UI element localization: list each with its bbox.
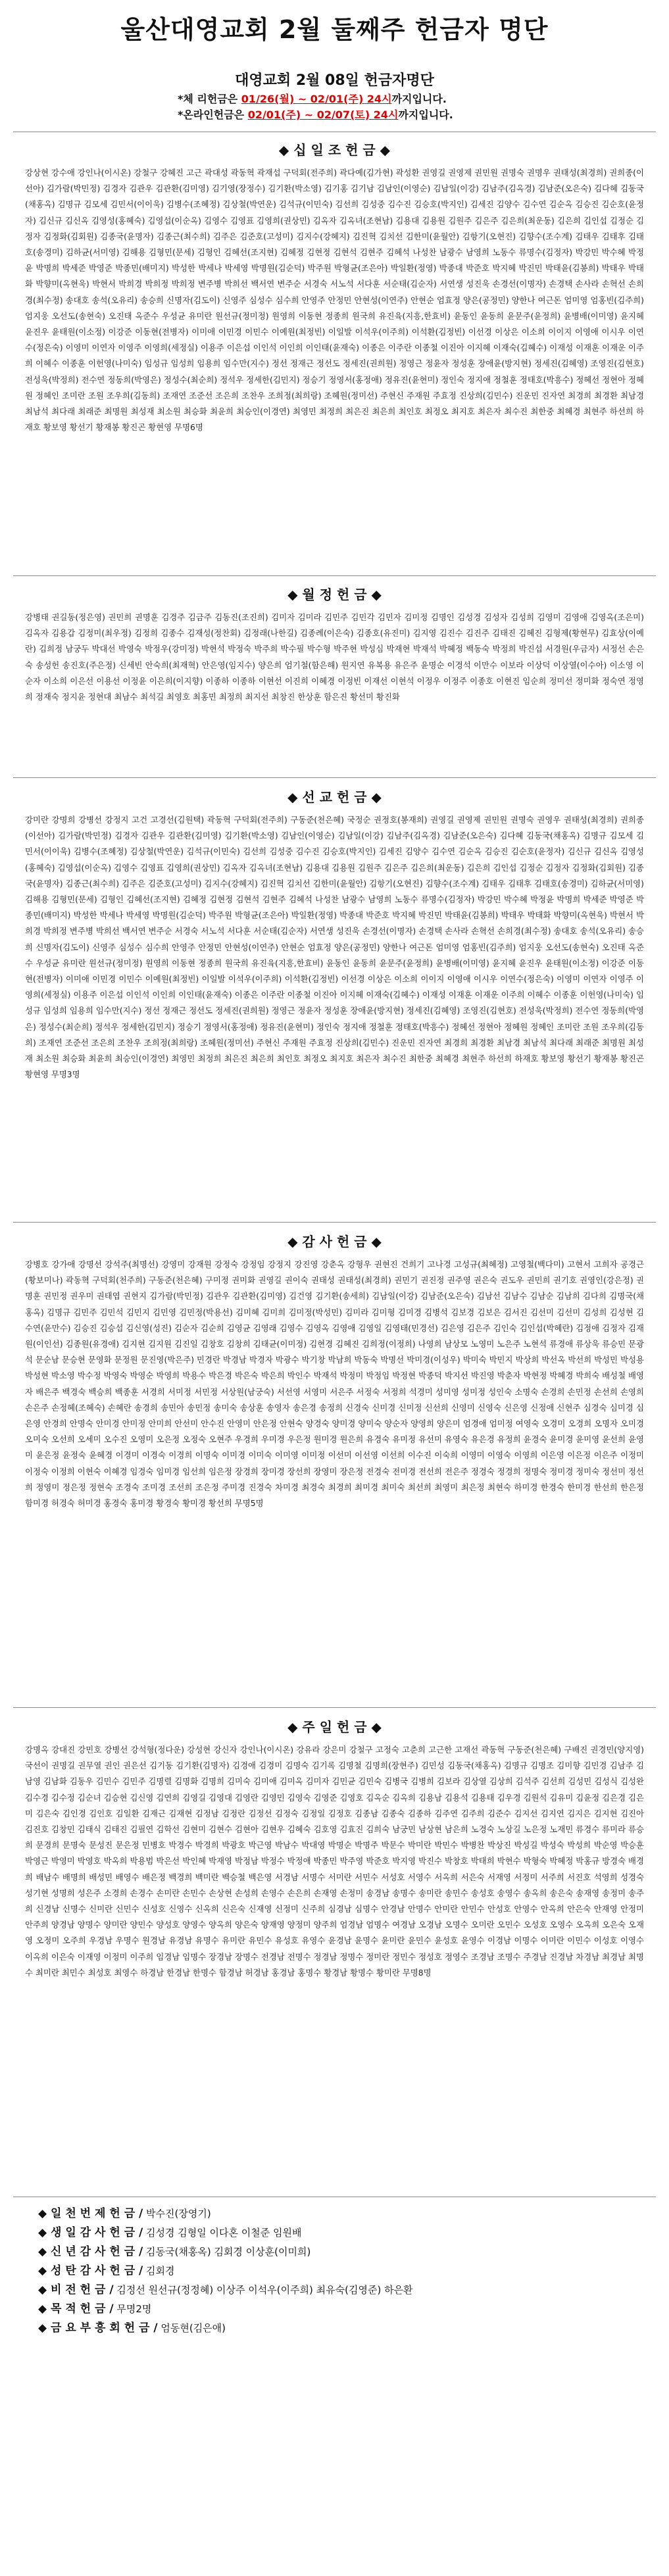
section-heading: ◆ 주 일 헌 금 ◆ bbox=[287, 1719, 382, 1735]
offering-names: 김성경 김형일 이다혼 이철준 임원배 bbox=[146, 2227, 302, 2239]
mission-offering-section bbox=[25, 787, 644, 1082]
misc-offering-row bbox=[38, 2262, 643, 2281]
misc-offering-row bbox=[38, 2243, 643, 2262]
offering-label: ◆ 성 탄 감 사 헌 금 / bbox=[38, 2264, 143, 2277]
list-subtitle: 대영교회 2월 08일 헌금자명단 bbox=[235, 72, 434, 89]
offering-label: ◆ 신 년 감 사 헌 금 / bbox=[38, 2245, 143, 2258]
offering-names: 김동국(채홍옥) 김회경 이상훈(이미희) bbox=[146, 2246, 311, 2258]
offering-names: 박수진(장영기) bbox=[146, 2208, 211, 2220]
offering-label: ◆ 금 요 부 흥 회 헌 금 / bbox=[38, 2321, 158, 2335]
offering-period-note bbox=[178, 91, 447, 106]
name-list: 강명옥 강대진 강민호 강병선 강석형(정다운) 강성현 강신자 강인나(이시온) 강유라 강은미 강철구 고정숙 고춘희 고근한 고재선 곽동혁 구동준(천은혜) 구배진 권경민(양지영) 국선이 권명길 권무열 권인 권은선 김기동 김기환(김명자) 김경애 김경미 김명숙 김기록 김명철 김명희(장현주) 김민성 김동국(채홍옥) 김명규 김명조 김미향 김민경 김남주 김남영 김남화 김동우 김민수 김민주 김명렬 김명화 김명희 김미숙 김미애 김미옥 김미자 김민균 김민숙 김병국 김병희 김보라 김상열 김상희 김석주 김선희 김성민 김성식 김성완 김수경 김수정 김순녀 김승현 김신영 김연희 김영길 김영대 김영란 김영민 김영숙 김영준 김영호 김옥순 김옥희 김용남 김용석 김용태 김우경 김원석 김유미 김윤정 김은경 김은미 김은숙 김인경 김인호 김일환 김재근 김재현 김정남 김정란 김정선 김정숙 김정일 김정호 김종남 김종숙 김종하 김주연 김주희 김준수 김지선 김지연 김지은 김지현 김진아 김진호 김창민 김태식 김태진 김필연 김학선 김현미 김현수 김현아 김현우 김혜숙 김호영 김효진 김희숙 남궁민 남상현 남은희 노경숙 노상길 노은정 노재민 류경수 류미라 류승희 문경희 문명숙 문성진 문은정 민병호 박경수 박경희 박광호 박근영 박남수 박대영 박명순 박명주 박문수 박미란 박민수 박병찬 박상진 박성길 박성숙 박성희 박순영 박승훈 박영근 박영미 박영호 박옥희 박용범 박은선 박인혜 박재영 박정남 박정수 박정애 박종민 박주영 박준호 박지영 박진수 박창호 박태희 박현수 박형숙 박혜정 박홍규 방경숙 배경희 배남수 배명희 배성민 배영수 배은정 백경희 백미란 백승철 백은영 서경남 서명수 서미란 서민수 서성호 서영수 서옥희 서은숙 서재영 서정미 서주희 서진호 석영희 성경숙 성기현 성명희 성은주 소경희 손경수 손미란 손민수 손상현 손성희 손영수 손은희 손재영 손정미 송경남 송명수 송미란 송민수 송성호 송영수 송옥희 송은숙 송재영 송정미 송주희 신경남 신명수 신미란 신민수 신성호 신영수 신옥희 신은숙 신재영 신정미 신주희 심경남 심명수 안경남 안명수 안미란 안민수 안성호 안영수 안옥희 안은숙 안재영 안정미 안주희 양경남 양명수 양미란 양민수 양성호 양영수 양옥희 양은숙 양재영 양정미 양주희 엄경남 엄명수 여경남 오경남 오명수 오미란 오민수 오성호 오영수 오옥희 오은숙 오재영 오정미 오주희 우경남 우명수 원경남 유경남 유명수 유미란 유민수 유성호 유영수 윤경남 윤명수 윤미란 윤민수 윤성호 윤영수 이경남 이명수 이미란 이민수 이성호 이영수 이옥희 이은숙 이재영 이정미 이주희 임경남 임명수 장경남 장명수 전경남 전명수 정경남 정명수 정미란 정민수 정성호 정영수 조경남 조명수 주경남 진경남 차경남 최경남 최명수 최미란 최민수 최성호 최영수 하경남 한경남 한명수 함경남 허경남 홍경남 홍명수 황경남 황명수 황미란 무명8명 bbox=[25, 1745, 644, 1978]
note-suffix: 까지입니다. bbox=[398, 109, 453, 121]
monthly-offering-section bbox=[25, 584, 644, 705]
misc-offering-row bbox=[38, 2204, 643, 2224]
offering-label: ◆ 일 천 번 제 헌 금 / bbox=[38, 2207, 143, 2220]
offering-names: 엄동현(김은애) bbox=[161, 2322, 226, 2334]
offering-names: 김회경 bbox=[146, 2265, 175, 2277]
note-prefix: *온라인헌금은 bbox=[178, 109, 248, 121]
divider bbox=[13, 1222, 656, 1223]
misc-offering-row bbox=[38, 2281, 643, 2300]
note-suffix: 까지입니다. bbox=[391, 93, 447, 105]
section-heading: ◆ 선 교 헌 금 ◆ bbox=[287, 789, 382, 805]
online-offering-note bbox=[178, 107, 453, 122]
divider bbox=[13, 575, 656, 576]
misc-offering-row bbox=[38, 2319, 643, 2338]
note-date-range: 01/26(월) ~ 02/01(주) 24시 bbox=[241, 93, 392, 105]
divider bbox=[13, 777, 656, 778]
offering-names: 김정선 원선규(정정혜) 이상주 이석우(이주희) 최유숙(김영준) 하은환 bbox=[116, 2284, 413, 2296]
section-heading: ◆ 감 사 헌 금 ◆ bbox=[287, 1234, 382, 1250]
name-list: 강병태 권길동(정은영) 권민희 권명훈 김경주 김금주 김동진(조진희) 김미자 김미라 김민주 김민각 김민자 김미정 김명인 김성경 김성자 김성희 김영미 김영애 김영옥(조은미) 김옥자 김용갑 김정미(최우정) 김정희 김종수 김재성(정찬회) 김정래(나한길) 김종례(이은숙) 김종호(유진미) 김지영 김진수 김진주 김태진 김혜진 김형제(황현무) 김효상(이예란) 김희정 남궁두 박대선 박영숙 박정우(강미정) 박현석 박정숙 박주희 박수필 박수형 박주현 박성심 박재현 박재석 박혜정 백동숙 박정희 박진섭 서경원(우금자) 서정선 손은숙 송성헌 송진호(주은정) 신세빈 안숙희(최재혁) 안은영(임지수) 양은희 엄기철(함은해) 원지연 유복용 유은주 윤명순 이경석 이만수 이보라 이상덕 이상열(이수아) 이소영 이순자 이소희 이은선 이용선 이정윤 이은희(이지향) 이종하 이종하 이현선 이진희 이혜경 이정빈 이재선 이현석 이정우 이정주 이종호 이현진 임순희 정미선 정미화 정숙연 정영희 정재숙 정지윤 정현대 최남수 최석길 최영호 최홍민 최정희 최지선 최창진 한상훈 함은진 황선미 황진화 bbox=[25, 612, 644, 702]
offering-label: ◆ 목 적 헌 금 / bbox=[38, 2302, 114, 2316]
thanksgiving-offering-section bbox=[25, 1231, 644, 1511]
misc-offering-row bbox=[38, 2224, 643, 2243]
section-heading: ◆ 십 일 조 헌 금 ◆ bbox=[278, 142, 391, 158]
name-list: 강병호 강가애 강명선 강석주(최명선) 강영미 강재원 강정숙 강정임 강정지 강진영 강춘옥 강형우 권현진 건희기 고나경 고성규(최혜정) 고영철(백다미) 고현서 고희자 공경근(황보미나) 곽동혁 구덕회(천주희) 구동준(천은혜) 구미정 권미화 권영길 권이숙 권태성 권태성(최경희) 권민기 권진정 권주영 권은숙 권도우 권민희 권기호 권영인(강은정) 권명훈 권민정 권우미 권태엽 권현지 김가람(박민정) 김관우 김관환(김미영) 김건영 김기환(송세희) 김남일(이강) 김남준(오은숙) 김남선 김남수 김남순 김남희 김다희 김명국(채홍옥) 김명규 김민주 김민석 김민지 김민영 김민정(박용선) 김미혜 김미희 김미정(박성민) 김미라 김미형 김미경 김병석 김보경 김보은 김서진 김선미 김선미 김성희 김성현 김수연(윤만수) 김승진 김승섭 김신영(성진) 김순자 김순희 김영균 김영래 김영수 김영옥 김영애 김영일 김영태(민경선) 김은영 김은주 김인숙 김인섭(박혜란) 김정애 김정자 김재원(이인선) 김종원(유경애) 김지현 김지원 김진일 김창호 김창희 김태균(이미정) 김현경 김혜진 김희정(이정희) 나영희 남상모 노영미 노은주 노현석 류경애 류상욱 류승민 문광석 문순남 문승현 문영화 문정원 문진영(박은주) 민경란 박경남 박경자 박광수 박기창 박남희 박동숙 박명선 박미경(이성우) 박미숙 박민지 박상희 박선옥 박선희 박성민 박성용 박성현 박소영 박수정 박영숙 박영순 박영희 박용수 박은경 박은숙 박은희 박인수 박재석 박정미 박정임 박정현 박종덕 박지선 박진영 박춘자 박현정 박혜경 박희숙 배성철 배영자 배은주 백경숙 백승희 백종훈 서경희 서미정 서민정 서상원(남궁숙) 서선영 서영미 서은주 서정숙 서정희 석경미 성미영 성미정 성인숙 소명숙 손경희 손민정 손선희 손영희 손은주 손정혜(조혜숙) 손혜란 송경희 송민아 송민정 송미숙 송상훈 송영자 송은경 송정희 신경숙 신미경 신미정 신선희 신영미 신영숙 신은영 신정애 신현주 심경숙 심미경 심은영 안경희 안명숙 안미경 안미정 안미희 안선미 안수진 안영미 안은정 안현숙 양경숙 양미경 양미숙 양순자 양영희 양은미 엄경애 엄미정 여영숙 오경미 오경희 오명자 오미경 오미숙 오선희 오세미 오수진 오영미 오은정 오정숙 오현주 우경희 우미경 우은정 원미경 원은희 유경숙 유미정 유선미 유영숙 유은경 유정희 윤경숙 윤미경 윤미영 윤선희 윤영미 윤은정 윤정숙 윤혜경 이경미 이경숙 이경희 이명숙 이미경 이미숙 이미영 이미정 이선미 이선영 이선희 이수진 이숙희 이영미 이영숙 이영희 이은영 이은정 이은주 이정미 이정숙 이정희 이현숙 이혜경 임경숙 임미경 임선희 임은정 장경희 장미경 장선희 장영미 장은정 전경숙 전미경 전선희 전은주 정경숙 정경희 정명숙 정미경 정미숙 정선미 정선희 정영미 정은정 정현숙 조경숙 조미경 조선희 조은정 주미경 진경숙 차미경 최경숙 최경희 최미경 최미숙 최선희 최영미 최은정 최현숙 하미경 한경숙 한미경 한선희 한은정 함미경 허경숙 허미경 홍경숙 홍미경 황경숙 황미경 황선희 무명5명 bbox=[25, 1259, 645, 1509]
page-title: 울산대영교회 2월 둘째주 헌금자 명단 bbox=[120, 15, 549, 44]
tithe-section bbox=[25, 139, 644, 435]
note-prefix: *체 리헌금은 bbox=[178, 93, 241, 105]
section-heading: ◆ 월 정 헌 금 ◆ bbox=[287, 587, 382, 602]
divider bbox=[13, 1707, 656, 1708]
misc-offerings bbox=[38, 2204, 643, 2338]
offering-label: ◆ 생 일 감 사 헌 금 / bbox=[38, 2226, 143, 2239]
name-list: 강상현 강수애 강인나(이시온) 강철구 강혜진 고근 곽대성 곽동혁 곽재섭 구덕회(전주희) 곽다예(김가현) 곽성환 권영길 권영제 권민원 권명숙 권명우 권태성(최경희) 권희종(이선아) 김가람(박민정) 김경자 김관우 김관환(김미영) 김기영(장정수) 김기환(박소영) 김기홍 김기남 김남인(이영순) 김남일(이강) 김남주(김옥경) 김남준(오은숙) 김다혜 김동국(채홍옥) 김명규 김모세 김민서(이이욱) 김병수(조혜정) 김상철(박연운) 김석규(이민숙) 김선희 김성중 김수진 김승호(박지인) 김세진 김양수 김수연 김순옥 김승진 김순호(윤정자) 김신규 김신옥 김영성(홍혜숙) 김영섭(이순옥) 김영수 김영표 김영희(권상민) 김옥자 김옥녀(조현남) 김용대 김용원 김원주 김은주 김은희(최운동) 김은희 김인섭 김정순 김정자 김정화(김회원) 김종국(윤명자) 김종근(최수희) 김주은 김준호(고성미) 김지수(강혜지) 김진혁 김치선 김한미(윤월안) 김항기(오현진) 김향수(조수계) 김태우 김태후 김태호(송경미) 김하균(서미영) 김해용 김형민(문세) 김형인 김혜선(조지현) 김혜정 김현정 김현석 김현주 김혜석 나성찬 남광수 남영희 노동수 류명수(김정자) 박강민 박수혜 박정윤 박명희 박세준 박영준 박종민(배미지) 박성한 박세나 박세영 박명원(김순덕) 박주원 박형균(조은아) 박일환(정영) 박종대 박준호 박지혜 박진민 박태윤(김봉희) 박태우 박태화 박향미(옥현욱) 박현서 박희경 박희정 박희정 변주병 박희선 백서연 변주순 서경숙 서노석 서다훈 서순태(김순자) 서연생 성진욱 손경선(이명자) 손경택 손사라 손혁선 손희경(최수정) 송대호 송석(오유리) 송승희 신명자(김도이) 신영주 심성수 심수희 안영주 안정민 안현성(이연주) 안현순 엄효정 양은(공정민) 양한나 여근돈 엄미영 엄홍빈(김주희) 엄지웅 오선도(송현숙) 오진태 옥준수 우성균 유미란 원선규(정미정) 원영희 이동현 정종희 원국희 유진육(지흥,한효비) 윤동인 윤동희 윤문주(윤정희) 윤병배(이미영) 윤지혜 윤진우 윤태원(이소정) 이강준 이동현(전병자) 이미애 이민경 이민수 이예원(최정빈) 이일발 이석우(이주희) 이석환(김정빈) 이선경 이상은 이소희 이이지 이영애 이시우 이연수(정은숙) 이영미 이연자 이영주 이영희(세정실) 이용주 이은섭 이인석 이인희 이인태(윤재숙) 이종은 이주란 이종철 이진아 이지혜 이재숙(김혜수) 이재성 이재훈 이재운 이주희 이혜수 이종훈 이헌영(나미숙) 임성규 임성희 임용희 임수만(지수) 정선 정재근 정선도 정세진(권희원) 정영근 정윤자 정성훈 장애윤(방지현) 정세진(김혜영) 조영진(김현호) 전성욱(박정희) 전수연 정동희(박영은) 정성수(최순희) 정석우 정세한(김민지) 정승기 정영서(홍정애) 정유진(윤현미) 정인숙 정지애 정철훈 정태호(박흥수) 정혜선 정현아 정혜원 정혜인 조미란 조원 조우희(김동희) 조재연 조준선 조은희 조찬우 조희정(최희랑) 조혜원(정미선) 주현신 주재원 주효정 진상희(김민수) 진운민 진자연 최경희 최경환 최남경 최남석 최다래 최래준 최명원 최성재 최소원 최승화 최윤희 최승인(이경연) 최영민 최정희 최은진 최은희 최인호 최정오 최지호 최은자 최수진 최한중 최혜경 최현주 하선희 하재호 황보영 황선기 황재봉 황진곤 황현영 무명6명 bbox=[25, 168, 644, 433]
weekly-offering-section bbox=[25, 1716, 644, 1981]
offering-label: ◆ 비 전 헌 금 / bbox=[38, 2283, 114, 2297]
note-date-range: 02/01(주) ~ 02/07(토) 24시 bbox=[247, 109, 399, 121]
name-list: 강미란 강명희 강병선 강정지 고건 고경선(김원택) 곽동혁 구덕회(전주희) 구동준(천은혜) 국정순 권정호(봉재희) 권영길 권영제 권민원 권명숙 권영우 권태성(최경희) 권희종(이선아) 김가람(박민정) 김경자 김관우 김관환(김미영) 김기환(박소영) 김남인(이영순) 김남일(이강) 김남주(김옥경) 김남준(오은숙) 김다혜 김동국(채홍옥) 김명규 김모세 김민서(이이욱) 김병수(조혜정) 김상철(박연운) 김석규(이민숙) 김선희 김성중 김수진 김승호(박지인) 김세진 김양수 김수연 김순옥 김승진 김순호(윤정자) 김신규 김신옥 김영성(홍혜숙) 김영섭(이순옥) 김영수 김영표 김영희(권상민) 김옥자 김옥녀(조현남) 김용대 김용원 김원주 김은주 김은희(최운동) 김은희 김인섭 김정순 김정자 김정화(김회원) 김종국(윤명자) 김종근(최수희) 김주은 김준호(고성미) 김지수(강혜지) 김진혁 김치선 김한미(윤월안) 김항기(오현진) 김향수(조수계) 김태우 김태후 김태호(송경미) 김하균(서미영) 김해용 김형민(문세) 김형인 김혜선(조지현) 김혜정 김현정 김현석 김현주 김혜석 나성찬 남광수 남영희 노동수 류명수(김정자) 박강민 박수혜 박정윤 박명희 박세준 박영준 박종민(배미지) 박성한 박세나 박세영 박명원(김순덕) 박주원 박형균(조은아) 박일환(정영) 박종대 박준호 박지혜 박진민 박태윤(김봉희) 박태우 박태화 박향미(옥현욱) 박현서 박희경 박희정 변주병 박희선 백서연 변주순 서경숙 서노석 서다훈 서순태(김순자) 서연생 성진욱 손경선(이명자) 손경택 손사라 손혁선 손희경(최수정) 송대호 송석(오유리) 송승희 신명자(김도이) 신영주 심성수 심수희 안영주 안정민 안현성(이연주) 안현순 엄효정 양은(공정민) 양한나 여근돈 엄미영 엄홍빈(김주희) 엄지웅 오선도(송현숙) 오진태 옥준수 우성균 유미란 원선규(정미정) 원영희 이동현 정종희 원국희 유진육(지흥,한효비) 윤동인 윤동희 윤문주(윤정희) 윤병배(이미영) 윤지혜 윤진우 윤태원(이소정) 이강준 이동현(전병자) 이미애 이민경 이민수 이예원(최정빈) 이일발 이석우(이주희) 이석환(김정빈) 이선경 이상은 이소희 이이지 이영애 이시우 이연수(정은숙) 이영미 이연자 이영주 이영희(세정실) 이용주 이은섭 이인석 이인희 이인태(윤재숙) 이종은 이주란 이종철 이진아 이지혜 이재숙(김혜수) 이재성 이재훈 이재운 이주희 이혜수 이종훈 이헌영(나미숙) 임성규 임성희 임용희 임수만(지수) 정선 정재근 정선도 정세진(권희원) 정영근 정윤자 정성훈 장애윤(방지현) 정세진(김혜영) 조영진(김현호) 전성욱(박정희) 전수연 정동희(박영은) 정성수(최순희) 정석우 정세한(김민지) 정승기 정영서(홍정애) 정유진(윤현미) 정인숙 정지애 정철훈 정태호(박흥수) 정혜선 정현아 정혜원 정혜인 조미란 조원 조우희(김동희) 조재연 조준선 조은희 조찬우 조희정(최희랑) 조혜원(정미선) 주현신 주재원 주효정 진상희(김민수) 진운민 진자연 최경희 최경환 최남경 최남석 최다래 최래준 최명원 최성재 최소원 최승화 최윤희 최승인(이경연) 최영민 최정희 최은진 최은희 최인호 최정오 최지호 최은자 최수진 최한중 최혜경 최현주 하선희 하재호 황보영 황선기 황재봉 황진곤 황현영 무명3명 bbox=[25, 815, 644, 1080]
misc-offering-row bbox=[38, 2300, 643, 2319]
offering-names: 무명2명 bbox=[116, 2303, 152, 2315]
